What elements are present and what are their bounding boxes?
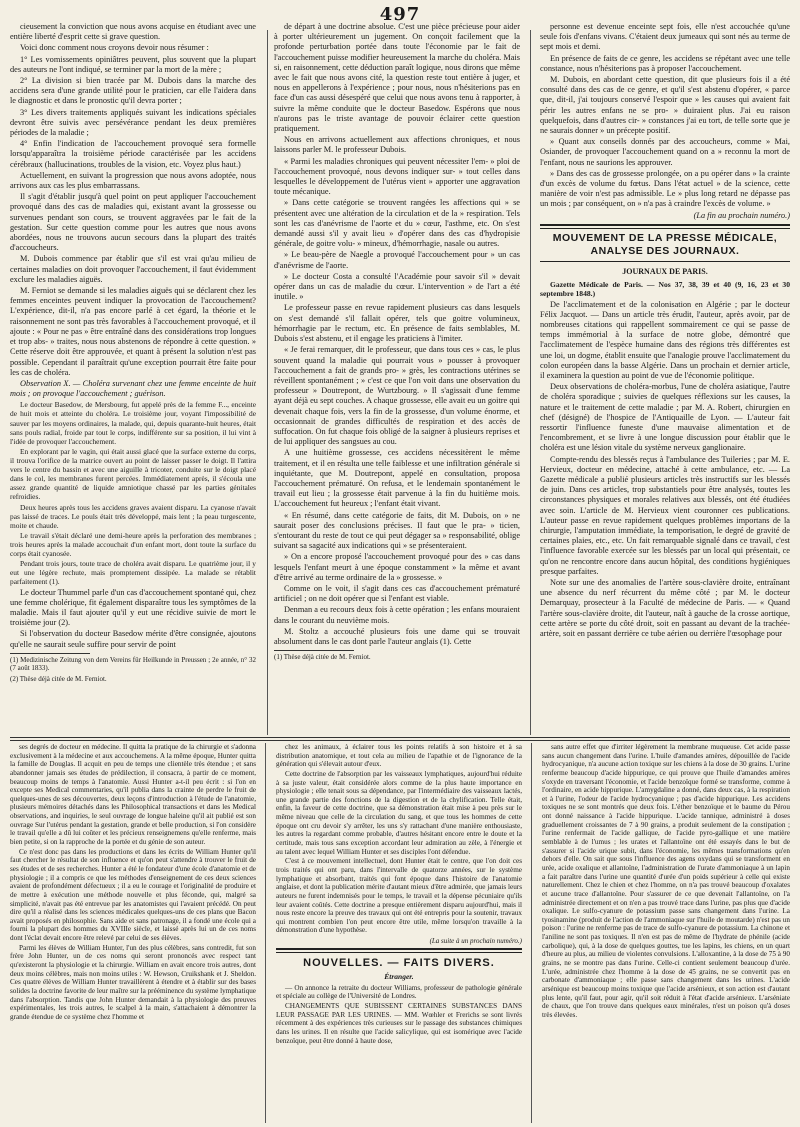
paragraph: sans autre effet que d'irriter légèrement la membrane muqueuse. Cet acide passe sans aucun changement dans l'urine. L'huile d'amandes amères, dépouillée de l'acide hydrocyanique, n'a aucune action toxique sur les chiens à la dose de 30 grains. L'urine renferme beaucoup d'acide hippurique, ce qui prouve que l'huile d'amandes amères s'oxyde en traversant l'économie, et l'acide benzoïque formé se transforme, comme à l'ordinaire, en acide hippurique. L'amygdaline a donné, dans deux cas, à la respiration et à l'urine, l'odeur de l'acide hydrocyanique ; pas d'acide hippurique. Les accidens toxiques ne se sont montrés que deux fois. L'éther benzoïque et le baume du Pérou ont donné naissance à l'acide hippurique. L'acide tannique, administré à doses graduellement croissantes de 7 à 90 grains, a produit seulement de la constipation ; l'urine renfermait de l'acide gallique, de l'acide pyro-gallique et une matière semblable à de l'umus ; les urates et l'allantoïne ont été essayés dans le but de s'assurer si l'acide urique subit, dans l'économie, les mêmes transformations qu'en dehors d'elle. On sait que sous l'influence des agens oxydans qui se transforment en urée, acide oxalique et allantoïne, l'administration de l'urate d'ammoniaque à un lapin a fait paraître dans l'urine une quantité d'urée d'un poids supérieur à celle qui existe naturellement. Chez le chien et chez l'homme, on n'a pas trouvé beaucoup d'oxalates et aucune trace d'allantoïne. Pour s'assurer de ce que devenait l'allantoïne, on l'a administrée directement et on n'en a pas trouvé trace dans l'urine, pas plus que d'acide oxalique. Le sulfo-cyanure de potassium passe sans changement dans l'urine. La tyosinamine (produit de l'action de l'ammoniaque sur l'huile de moutarde) n'est pas un poison : l'urine ne renferme pas de trace de sulfo-cyanure de potassium. La chinone et l'aniline ne sont pas toxiques. Il n'en est pas de même de l'hydrate de phénile (acide carbolique), qui, à la dose de quelques gouttes, tue les lapins, les chiens, en un quart d'heure au plus, au milieu de violentes convulsions. L'alloxantine, à la dose de 75 à 90 grains, ne se montre pas dans l'urine. Celle-ci contient seulement beaucoup d'urée. L'urée, administrée chez l'homme à la dose de 45 grains, ne se convertit pas en carbonate d'ammoniaque ; elle passe sans changement dans les urines. L'acide arsénique est beaucoup moins toxique que l'acide arsénieux, et son action est d'autant plus lente, qu'il faut, pour agir, qu'il soit réduit à l'état d'acide arsénieux. L'arséniate de chaux, que l'on trouve dans quelques eaux minérales, n'est un poison qu'à doses très élevées.	[542, 743, 790, 1019]
paragraph: » Quant aux conseils donnés par des accoucheurs, comme » Mai, Osiander, de provoquer l'accouchement quand on a » reconnu la mort de l'enfant, nous ne saurions les approuver.	[540, 137, 790, 167]
paragraph: M. Dubois commence par établir que s'il est vrai qu'au milieu de certaines maladies on doit provoquer l'accouchement, il faut évidemment exclure les maladies aiguës.	[10, 254, 256, 284]
lower-column-3	[542, 743, 790, 1123]
paragraph: « Parmi les maladies chroniques qui peuvent nécessiter l'em- » ploi de l'accouchement provoqué, nous devons indiquer sur- » tout celles dans lesquelles le développement de l'utérus vient » apporter une aggravation toute mécanique.	[274, 156, 520, 197]
paragraph: Cette doctrine de l'absorption par les vaisseaux lymphatiques, aujourd'hui réduite à sa juste valeur, était considérée alors comme de la plus haute importance en physiologie ; elle tenait sous sa dépendance, par l'intermédiaire des vaisseaux lactés, une grande partie des fonctions de la digestion et de la chylification. Telle était, enfin, la faveur de cette doctrine, que sa démonstration était mise à peu près sur le même niveau que celle de la circulation du sang, et que tous les hommes de cette époque ont cru devoir s'y arrêter, les uns s'y rattachant d'une manière enthousiaste, les autres la regardant comme probable, d'autres hésitant encore entre le doute et la certitude, mais tous sans exception accordant leur admiration au zèle, à l'énergie et au talent avec lequel William Hunter et ses disciples l'ont défendue.	[276, 769, 522, 856]
paragraph: Actuellement, en suivant la progression que nous avons adoptée, nous arrivons aux cas les plus embarrassans.	[10, 170, 256, 191]
paragraph: A une huitième grossesse, ces accidens nécessitèrent le même traitement, et il en résulta une telle faiblesse et une infiltration générale si inquiétante, que M. Doutrepont, appelé en consultation, proposa l'accouchement prématuré. On refusa, et le lendemain spontanément le travail eut lieu ; la grossesse était parvenue à la fin du huitième mois. L'accouchement fut heureux ; l'enfant était vivant.	[274, 448, 520, 509]
paragraph: » Le docteur Costa a consulté l'Académie pour savoir s'il » devait opérer dans un cas de maladie du cœur. L'intervention » de l'art a été inutile. »	[274, 271, 520, 302]
footnote-rule	[10, 653, 90, 654]
paragraph: Le travail s'était déclaré une demi-heure après la perforation des membranes ; trois heures après la malade accouchait d'un enfant mort, dont toute la surface du corps était cyanosée.	[10, 530, 256, 559]
lower-column-2	[276, 743, 522, 1123]
paragraph: Note sur une des anomalies de l'artère sous-clavière droite, entraînant une absence du nerf récurrent du même côté ; par M. le docteur Demarquay, prosecteur à la Faculté de médecine de Paris. — « Quand l'artère sous-clavière droite, dit l'auteur, naît à gauche de la crosse aortique, cette artère se porte du côté droit, soit en passant au devant de la trachée-artère, soit en passant derrière ce tube aérien ou derrière l'œsophage pour	[540, 578, 790, 639]
journal-citation: Gazette Médicale de Paris. — Nos 37, 38, 39 et 40 (9, 16, 23 et 30 septembre 1848.)	[540, 279, 790, 299]
paragraph: Voici donc comment nous croyons devoir nous résumer :	[20, 43, 209, 53]
news-subheading: Étranger.	[384, 971, 414, 981]
paragraph: Le docteur Thummel parle d'un cas d'accouchement spontané qui, chez une femme cholérique, fit également disparaître tous les symptômes de la maladie. Mais il faut ajouter qu'il y eut une récidive suivie de mort le troisième jour (2).	[10, 587, 256, 628]
paragraph: chez les animaux, à éclairer tous les points relatifs à son histoire et à sa distribution anatomique, et tout cela au milieu de l'apathie et de l'ignorance de la génération qui s'élevait autour d'eux.	[276, 743, 522, 769]
paragraph: M. Ferniot se demande si les maladies aiguës qui se déclarent chez les femmes enceintes peuvent indiquer la provocation de l'accouchement? L'expérience, dit-il, n'a pas encore parlé à cet égard, la théorie et le raisonnement ne sont pas très favorables à l'accouchement provoqué, et il ajoute : « Pour ne pas » être entraîné dans des considérations trop longues et trop abs- » traites, nous nous abstenons de répondre à cette question. » Cette réserve doit être approuvée, et quant à présent la solution n'est pas possible. Cependant il paraîtrait qu'une exception pourrait être faite pour les cas de choléra.	[10, 286, 256, 377]
paragraph: de départ à une doctrine absolue. C'est une pièce précieuse pour aider à porter ultérieurement un jugement. On conçoit facilement que la profonde perturbation portée dans toute l'économie par le fait de l'accouchement puisse modifier heureusement la marche du choléra. Mais si, en raisonnement, cette déduction paraît logique, nous dirons que même avec le fait que nous avons cité, la question reste tout entière à juger, et nous en appellerons à l'expérience ; pour nous, nous n'hésiterions pas en face d'un cas aussi désespéré que celui que nous avons tenu à rapporter, à suivre la même conduite que le docteur Basedow. Espérons que nous n'aurons pas le triste avantage de pouvoir éclairer cette question pratiquement.	[274, 22, 520, 134]
paragraph: » Dans des cas de grossesse prolongée, on a pu opérer dans » la crainte d'un excès de volume du fœtus. Dans l'état actuel » de la science, cette manière de voir n'est pas admissible. Le » plus long retard ne dépasse pas un mois ; par conséquent, on » n'a pas à craindre l'excès de volume. »	[540, 168, 790, 209]
paragraph: Le professeur passe en revue rapidement plusieurs cas dans lesquels on s'est demandé s'il fallait opérer, tels que goitre volumineux, hémorrhagie par le rectum, etc. En présence de faits semblables, M. Dubois s'est abstenu, et il engage les praticiens à l'imiter.	[274, 303, 520, 344]
news-heading: NOUVELLES. — FAITS DIVERS.	[303, 957, 495, 970]
feuilleton-divider	[10, 737, 790, 741]
paragraph: 1° Les vomissements opiniâtres peuvent, plus souvent que la plupart des auteurs ne l'ont indiqué, se terminer par la mort de la mère ;	[10, 54, 256, 74]
continued-note: (La fin au prochain numéro.)	[693, 210, 790, 220]
section-subheading: JOURNAUX DE PARIS.	[622, 267, 708, 277]
paragraph: En présence de faits de ce genre, les accidens se répétant avec une telle constance, nous n'hésiterions pas à proposer l'accouchement.	[540, 53, 790, 73]
paragraph: Si l'observation du docteur Basedow mérite d'être consignée, ajoutons qu'elle ne saurait seule suffire pour servir de point	[10, 629, 256, 649]
paragraph: Deux heures après tous les accidens graves avaient disparu. La cyanose n'avait pas laissé de traces. Le pouls était très développé, mais lent ; la peau turgescente, moite et chaude.	[10, 502, 256, 530]
paragraph: ses degrés de docteur en médecine. Il quitta la pratique de la chirurgie et s'adonna exclusivement à la médecine et aux accouchemens. A la même époque, Hunter quitta la famille de Douglas. Il acquit en peu de temps une clientèle très étendue ; et sans abandonner jamais ses études de prédilection, il consacra, à partir de ce moment, beaucoup moins de temps à l'anatomie. Aussi Hunter a-t-il peu écrit : si l'on en excepte ses Medical commentaries, qu'il publia dans la crainte de perdre le fruit de quelques-unes de ses découvertes, deux leçons d'introduction à l'étude de l'anatomie, plusieurs mémoires détachés dans les Philosophical transactions et dans les Medical observations, and inquiries, le seul ouvrage de longue haleine qu'il ait publié est son ouvrage Sur l'utérus pendant la gestation, grande et belle production, si l'on considère le travail qu'elle a dû lui coûter et les précieux renseignemens qu'elle renferme, mais bien petite, si on la rapproche de la portée et du génie de son auteur.	[10, 743, 256, 847]
paragraph: personne est devenue enceinte sept fois, elle n'est accouchée qu'une seule fois d'enfans vivans. C'étaient deux jumeaux qui sont nés au terme de sept mois et demi.	[540, 22, 790, 52]
paragraph: » On a encore proposé l'accouchement provoqué pour des » cas dans lesquels l'enfant meurt à une époque constamment » la même et avant d'être arrivé au terme ordinaire de la » grossesse. »	[274, 552, 520, 582]
paragraph: M. Dubois, en abordant cette question, dit que plusieurs fois il a été consulté dans des cas de ce genre, et qu'il s'est abstenu d'opérer, « parce que, dit-il, j'ai toujours conservé l'espoir que » les causes qui avaient fait périr les autres enfans ne se pro- » duiraient plus. J'ai eu raison quelquefois, dans d'autres cir- » constances j'ai eu tort, de telle sorte que je ne saurais donner » un précepte positif.	[540, 75, 790, 136]
paragraph: CHANGEMENTS QUE SUBISSENT CERTAINES SUBSTANCES DANS LEUR PASSAGE PAR LES URINES. — MM. Wœhler et Frerichs se sont livrés récemment à des expériences très curieuses sur le passage des substances chimiques dans les urines. Il en résulte que l'acide salicylique, qui est isomérique avec l'acide benzoïque, peut être donné à haute dose,	[276, 1001, 522, 1045]
paragraph: En explorant par le vagin, qui était aussi glacé que la surface externe du corps, il trouva l'orifice de la matrice ouvert au point de laisser passer le doigt. Il l'attira vers le centre du bassin et avec une aiguille à tricoter, conduite sur le doigt placé dans le col, les membranes furent percées. Immédiatement après, il s'écoula une assez grande quantité de liquide amniotique chassé par les parties génitales refroidies.	[10, 446, 256, 502]
continued-note: (La suite à un prochain numéro.)	[429, 937, 522, 946]
paragraph: « En résumé, dans cette catégorie de faits, dit M. Dubois, on » ne saurait poser des conclusions précises. Il faut que le pra- » ticien, s'entourant du reste de tout ce qui peut dégager sa » responsabilité, oblige suivant sa sagacité aux indications qui » se présenteraient.	[274, 510, 520, 551]
paragraph: 3° Les divers traitements appliqués suivant les indications spéciales devront être suivis avec persévérance pendant les deux premières périodes de la maladie ;	[10, 107, 256, 138]
col1-text	[10, 22, 256, 650]
paragraph: Il s'agit d'établir jusqu'à quel point on peut appliquer l'accouchement provoqué dans des cas de maladies qui, existant avant la grossesse ou survenues pendant son cours, se trouvent aggravées par le fait de la gestation. Sur cette question comme pour les autres que nous avons abordées, nous ne trouvons aucun secours dans la plupart des traités d'accoucheurs.	[10, 192, 256, 253]
paragraph: « Je ferai remarquer, dit le professeur, que dans tous ces » cas, le plus souvent quand la maladie qui pourrait vous » pousser à provoquer l'accouchement a fait de grands pro- » grès, les contractions utérines se réveillent spontanément ; » c'est ce que l'on voit dans une observation du professeur » Doutrepont, de Wurtzbourg. » Il s'agissait d'une femme ayant déjà eu sept couches. A chaque grossesse, elle avait eu un goitre qui devenait chaque fois, vers la fin de la grossesse, d'un volume énorme, et occasionnait de grandes difficultés de respiration et des accès de suffocation. On fut chaque fois obligé de la saigner à plusieurs reprises et de lui appliquer des sangsues au cou.	[274, 345, 520, 447]
paragraph: Comme on le voit, il s'agit dans ces cas d'accouchement prématuré artificiel ; on ne doit opérer que si l'enfant est viable.	[274, 583, 520, 604]
paragraph: Deux observations de choléra-morbus, l'une de choléra asiatique, l'autre de choléra sporadique ; suivies de quelques réflexions sur les causes, la nature et le traitement de cette maladie ; par M. A. Robert, chirurgien en chef (désigné) de l'hospice de l'Antiquaille de Lyon. — L'auteur fait ressortir l'influence funeste d'une mauvaise alimentation et de l'encombrement, et se livre à une longue discussion pour établir que le choléra est une lésion vitale du système nerveux ganglionaire.	[540, 382, 790, 453]
footnote: (1) Medizinische Zeitung von dem Vereins für Heilkunde in Preussen ; 2e année, n° 32 (7 août 1833).	[10, 655, 256, 673]
paragraph: Parmi les élèves de William Hunter, l'un des plus célèbres, sans contredit, fut son frère John Hunter, un de ces noms qui seront prononcés avec respect tant qu'existeront la physiologie et la chirurgie. William en avait encore trois autres, dont deux moins célèbres, mais non moins utiles : W. Hewson, Cruikshank et J. Sheldon. Ces quatre élèves de William Hunter travaillèrent à étendre et à établir sur des bases solides la doctrine favorite de leur maître sur la prééminence du système lymphatique dans l'absorption. Tandis que John Hunter demandait à la physiologie des preuves expérimentales, les trois autres, le scalpel à la main, s'attachaient à démontrer la grande étendue de ce système chez l'homme et	[10, 943, 256, 1021]
lower-feuilleton	[10, 743, 790, 1123]
upper-article	[10, 22, 790, 735]
paragraph: M. Stoltz a accouché plusieurs fois une dame qui se trouvait absolument dans le cas dont parle l'auteur anglais (1). Cette	[274, 626, 520, 646]
observation-heading: Observation X. — Choléra survenant chez une femme enceinte de huit mois ; on provoque l'accouchement ; guérison.	[10, 378, 256, 399]
paragraph: 2° La division si bien tracée par M. Dubois dans la marche des accidens sera d'une grande utilité pour le praticien, car elle l'aidera dans le diagnostic et dans le pronostic qu'il devra porter ;	[10, 76, 256, 106]
paragraph: Nous en arrivons actuellement aux affections chroniques, et nous laissons parler M. le professeur Dubois.	[274, 135, 520, 155]
paragraph: » Le beau-père de Naegle a provoqué l'accouchement pour » un cas d'anévrisme de l'aorte.	[274, 250, 520, 270]
paragraph: Denman a eu recours deux fois à cette opération ; les enfans mouraient dans le courant du neuvième mois.	[274, 605, 520, 625]
footnote: (1) Thèse déjà citée de M. Ferniot.	[274, 653, 371, 662]
paragraph: 4° Enfin l'indication de l'accouchement provoqué sera formelle lorsqu'apparaîtra la troisième période caractérisée par les accidens cérébraux (hallucinations, troubles de la vision, etc. Voyez plus haut.)	[10, 139, 256, 169]
lower-column-1	[10, 743, 256, 1123]
paragraph: De l'acclimatement et de la colonisation en Algérie ; par le docteur Félix Jacquot. — Dans un article très érudit, l'auteur, après avoir, par de nombreuses citations qui rappellent sommairement ce qui se passe de temps immémorial à la surface de notre globe, démontré que l'acclimatement de l'espèce humaine dans des régions très différentes est une loi, un dogme, établit ensuite que l'analogie prouve l'acclimatement du colon européen dans la basse Algérie. Dans un prochain et dernier article, il examinera la question au point de vue de l'économie politique.	[540, 299, 790, 381]
column-2	[274, 22, 520, 735]
footnote: (2) Thèse déjà citée de M. Ferniot.	[10, 674, 107, 683]
paragraph: cieusement la conviction que nous avons acquise en étudiant avec une entière liberté d'esprit cette si grave question.	[10, 22, 256, 42]
footnote-rule	[274, 650, 354, 651]
paragraph: » Dans cette catégorie se trouvent rangées les affections qui » se présentent avec une altération de la circulation et de la » respiration. Tels sont les cas d'anévrisme de l'aorte et du » cœur, l'asthme, etc. On s'est demandé aussi s'il y avait lieu » d'opérer dans des cas d'hydropisie générale, de goitre volu- » mineux, d'hémorrhagie, nasale ou autres.	[274, 198, 520, 249]
column-3	[540, 22, 790, 735]
section-heading: MOUVEMENT DE LA PRESSE MÉDICALE, ANALYSE DES JOURNAUX.	[552, 231, 778, 257]
paragraph: C'est à ce mouvement intellectuel, dont Hunter était le centre, que l'on doit ces trois traités qui ont paru, dans l'intervalle de quatorze années, sur le système lymphatique et absorbant, traités qui font époque dans l'histoire de l'anatomie anglaise, et dont la publication mérite d'autant mieux d'être admirée, que jamais leurs auteurs ne furent indemnisés pour le temps, le travail et la dépense pécuniaire qu'ils leur avaient coûtés. Cette doctrine a presque entièrement disparu aujourd'hui, mais il nous reste encore la preuve des travaux qui ont été entrepris pour la soutenir, travaux qui montrent combien l'on peut encore être utile, même lorsqu'on travaille à la démonstration d'une hypothèse.	[276, 857, 522, 935]
paragraph: Le docteur Basedow, de Mersbourg, fut appelé près de la femme F..., enceinte de huit mois et atteinte du choléra. Le troisième jour, voyant l'impossibilité de sauver par les moyens ordinaires, la malade, qui, depuis quarante-huit heures, était sans pouls radial, froide par tout le corps, indifférente sur sa position, il lui vint à l'idée de provoquer l'accouchement.	[10, 400, 256, 446]
paragraph: Pendant trois jours, toute trace de choléra avait disparu. Le quatrième jour, il y eut une légère rechute, mais promptement dissipée. La malade se rétablit parfaitement (1).	[10, 559, 256, 587]
section-rule	[276, 948, 522, 953]
column-1	[10, 22, 256, 735]
paragraph: Compte-rendu des blessés reçus à l'ambulance des Tuileries ; par M. E. Hervieux, docteur en médecine, attaché à cette ambulance, etc. — La Gazette médicale a publié plusieurs articles très instructifs sur les blessés de juin. Dans ces articles, trop substantiels pour être analysés, toutes les circonstances physiques et morales relatives aux blessés, ont été étudiées avec soin. L'article de M. Hervieux vient couronner ces publications. L'auteur passe en revue rapidement quelques problèmes importans de la chirurgie, l'amputation immédiate, la temporisation, le degré de gravité de certaines plaies, etc., etc. Un fait remarquable signalé dans ce travail, c'est l'influence favorable exercée sur les blessés par un local qui présentait, ce qu'on ne rencontre encore dans aucun hôpital, des conditions hygiéniques presque parfaites.	[540, 454, 790, 576]
paragraph: — On annonce la retraite du docteur Williams, professeur de pathologie générale et spéciale au collège de l'Université de Londres.	[276, 983, 522, 1001]
section-rule	[540, 261, 790, 264]
page-number: 497	[379, 4, 421, 25]
paragraph: Ce n'est donc pas dans les productions et dans les écrits de William Hunter qu'il faut chercher le résultat de son influence et qu'on peut s'attendre à trouver le fruit de ses études et de ses recherches. Hunter a été le fondateur d'une école d'anatomie et de physiologie ; il a compris ce que les méthodes d'enseignement de ces deux sciences avaient de profondément défectueux ; il a eu le courage et l'originalité de produire et de mettre à exécution une méthode nouvelle et plus féconde, qui, malgré sa simplicité, n'avait pas été entrevue par les anatomistes qui l'avaient précédé. On peut dire qu'il a réalisé dans les sciences médicales quelques-uns de ces plans que Bacon avait proposés en philosophie. Sans aide et sans patronage, il a fondé une école qui a fourni la plupart des hommes du XVIIIe siècle, et laissé après lui un de ces noms dont l'éclat devait encore être relevé par celui de ses élèves.	[10, 847, 256, 943]
section-rule	[540, 224, 790, 229]
